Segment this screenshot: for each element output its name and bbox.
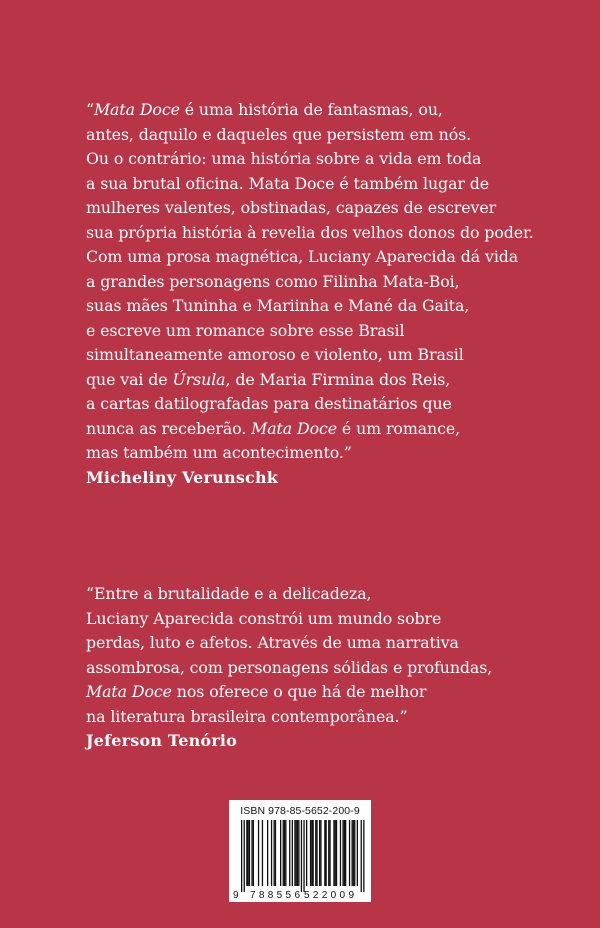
- quote-line: sua própria história à revelia dos velhos donos do poder.: [86, 222, 534, 242]
- book-title-italic: Mata Doce: [93, 100, 180, 119]
- barcode-bar: [326, 820, 327, 886]
- quote-line: Ou o contrário: uma história sobre a vida em toda: [86, 149, 482, 168]
- barcode-bar: [344, 820, 345, 886]
- barcode-bar: [296, 820, 297, 886]
- barcode-bar: [333, 820, 334, 886]
- barcode-bar: [267, 820, 268, 886]
- barcode-bar: [246, 820, 247, 886]
- quote-line: mas também um acontecimento.”: [86, 443, 352, 462]
- barcode-bar: [306, 820, 307, 886]
- barcode-bar: [253, 820, 254, 886]
- isbn-label: ISBN 978-85-5652-200-9: [240, 805, 360, 817]
- barcode-bar: [310, 820, 311, 886]
- quote-line: antes, daquilo e daqueles que persistem em nós.: [86, 124, 472, 144]
- book-title-italic: Mata Doce: [251, 418, 338, 438]
- barcode-bar: [297, 820, 298, 886]
- barcode-bar: [357, 820, 358, 886]
- quote-micheliny: [86, 98, 556, 490]
- quote-line: “Entre a brutalidade e a delicadeza,: [86, 584, 372, 603]
- quote-author: Jeferson Tenório: [86, 731, 238, 750]
- barcode-bar: [311, 820, 312, 886]
- quote-author: Micheliny Verunschk: [86, 467, 279, 487]
- quote-line: simultaneamente amoroso e violento, um Brasil: [86, 345, 464, 364]
- barcode-bar: [315, 820, 316, 886]
- quote-line: na literatura brasileira contemporânea.”: [86, 706, 408, 726]
- quote-line: que vai de Úrsula, de Maria Firmina dos Reis,: [86, 369, 451, 389]
- quote-line: a sua brutal oficina. Mata Doce é também lugar de: [86, 173, 490, 193]
- barcode-bar: [294, 820, 295, 886]
- barcode-first-digit: 9: [233, 890, 239, 901]
- barcode-bar: [258, 820, 259, 886]
- barcode-bar: [328, 820, 329, 886]
- quote-line: e escreve um romance sobre esse Brasil: [86, 320, 405, 340]
- barcode-bar: [262, 820, 263, 886]
- barcode-guard-bar: [303, 820, 304, 892]
- barcode-bar: [284, 820, 285, 886]
- barcode-bar: [271, 820, 272, 886]
- barcode-bar: [352, 820, 353, 886]
- barcode-bar: [248, 820, 249, 886]
- barcode-bar: [353, 820, 354, 886]
- isbn-barcode: [229, 800, 371, 902]
- barcode-bar: [249, 820, 250, 886]
- barcode-bar: [324, 820, 325, 886]
- barcode-left-digits: 788556: [250, 890, 300, 901]
- quote-line: mulheres valentes, obstinadas, capazes de escrever: [86, 198, 497, 217]
- barcode-bar: [280, 820, 281, 886]
- barcode-bar: [274, 820, 275, 886]
- barcode-bar: [283, 820, 284, 886]
- referenced-title-italic: Úrsula: [172, 369, 226, 389]
- quote-line: “Mata Doce é uma história de fantasmas, ou,: [86, 100, 443, 119]
- barcode-bar: [336, 820, 337, 886]
- barcode-bar: [340, 820, 341, 886]
- quote-line: a cartas datilografadas para destinatários que: [86, 394, 452, 413]
- barcode-bar: [316, 820, 317, 886]
- quote-line: Com uma prosa magnética, Luciany Aparecida dá vida: [86, 247, 519, 266]
- quote-line: Mata Doce nos oferece o que há de melhor: [86, 682, 427, 701]
- barcode-bar: [289, 820, 290, 886]
- barcode-bar: [292, 820, 293, 886]
- barcode-bar: [319, 820, 320, 886]
- barcode-guard-bar: [244, 820, 245, 892]
- quote-line: nunca as receberão. Mata Doce é um romance,: [86, 418, 461, 438]
- barcode-bar: [329, 820, 330, 886]
- book-title-italic: Mata Doce: [86, 682, 172, 701]
- quote-line: suas mães Tuninha e Mariinha e Mané da Gaita,: [86, 296, 470, 315]
- barcode-bar: [342, 820, 343, 886]
- barcode-bar: [251, 820, 252, 886]
- barcode-bar: [285, 820, 286, 886]
- barcode-bar: [335, 820, 336, 886]
- barcode-bar: [349, 820, 350, 886]
- barcode-bar: [345, 820, 346, 886]
- barcode-graphic: [229, 800, 371, 902]
- quote-line: perdas, luto e afetos. Através de uma narrativa: [86, 633, 459, 652]
- barcode-right-digits: 522009: [304, 890, 354, 901]
- barcode-guard-bar: [363, 820, 364, 892]
- barcode-bars: [241, 820, 365, 892]
- barcode-guard-bar: [361, 820, 362, 892]
- quote-jeferson: [86, 582, 556, 754]
- barcode-guard-bar: [241, 820, 242, 892]
- quote-line: assombrosa, com personagens sólidas e profundas,: [86, 657, 493, 677]
- barcode-guard-bar: [301, 820, 302, 892]
- quote-line: Luciany Aparecida constrói um mundo sobre: [86, 608, 442, 628]
- quote-line: a grandes personagens como Filinha Mata-Boi,: [86, 271, 460, 291]
- barcode-bar: [313, 820, 314, 886]
- barcode-bar: [320, 820, 321, 886]
- barcode-bar: [298, 820, 299, 886]
- barcode-bar: [354, 820, 355, 886]
- barcode-bar: [275, 820, 276, 886]
